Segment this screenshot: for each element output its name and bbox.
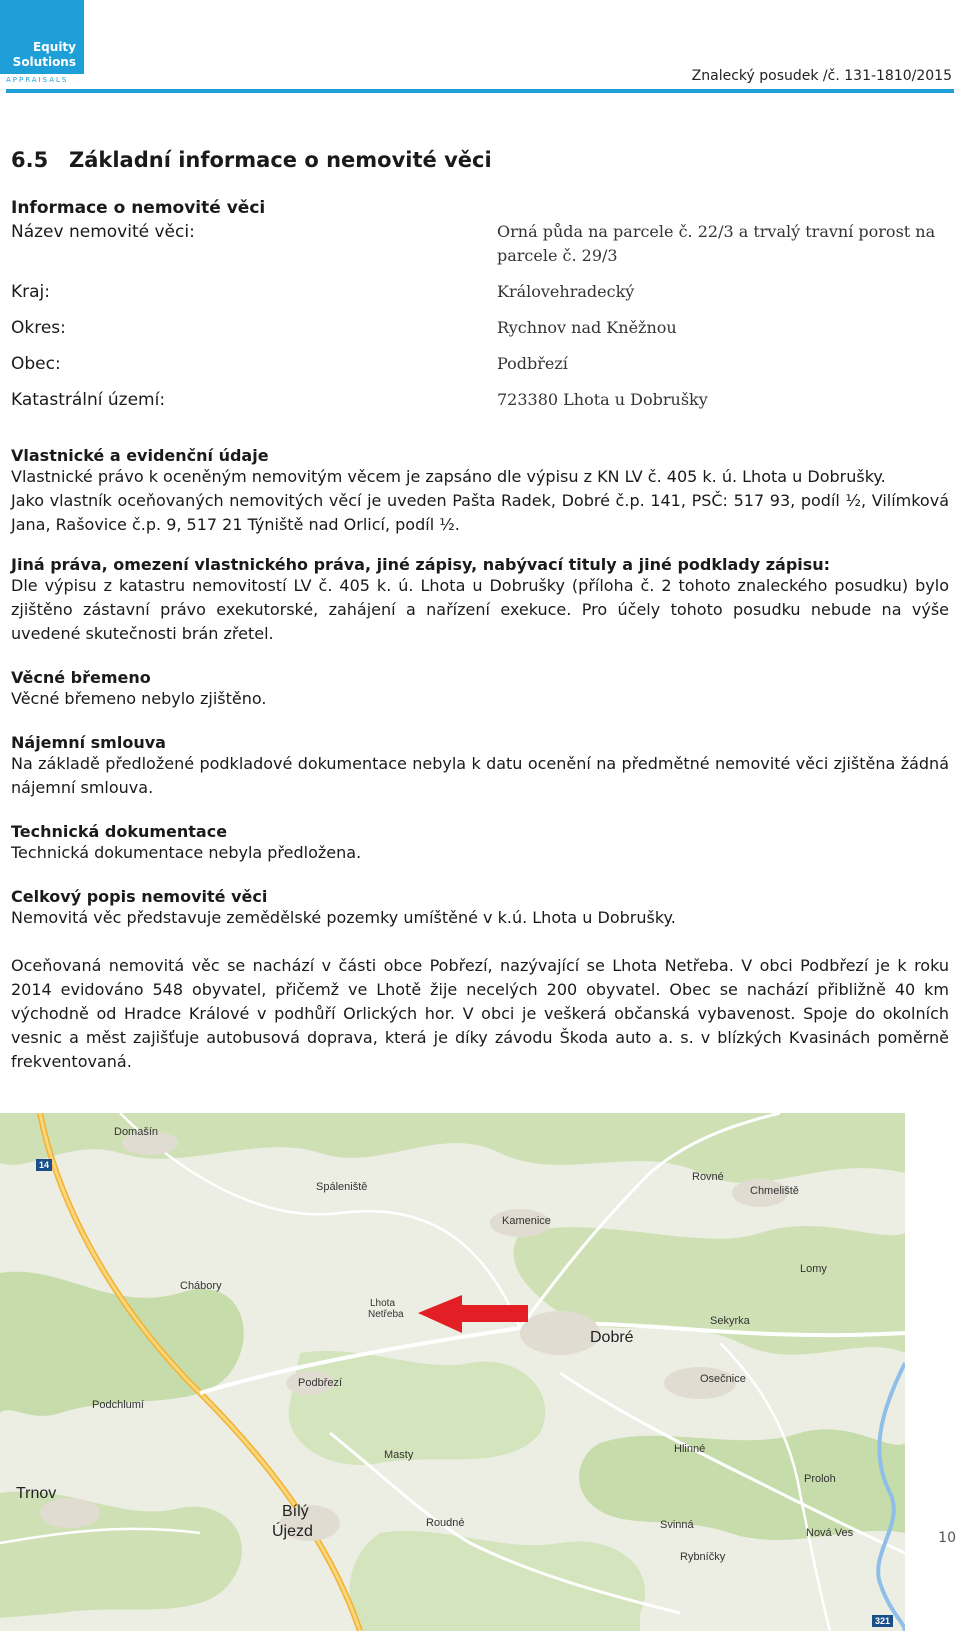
map-place-label: Dobré [590, 1329, 634, 1346]
info-row-kraj [11, 280, 949, 316]
map-place-label: Podbřezí [298, 1377, 343, 1389]
info-label: Okres: [11, 318, 66, 338]
info-table [11, 220, 949, 412]
location-map [0, 1113, 905, 1631]
info-value: Královehradecký [497, 282, 635, 301]
map-place-label: Netřeba [368, 1309, 404, 1320]
techdoc-text: Technická dokumentace nebyla předložena. [11, 843, 362, 862]
info-value: Orná půda na parcele č. 22/3 a trvalý travní porost na parcele č. 29/3 [497, 222, 936, 265]
info-value: 723380 Lhota u Dobrušky [497, 390, 708, 409]
techdoc-heading: Technická dokumentace [11, 822, 228, 841]
overall-text-1: Nemovitá věc představuje zemědělské pozemky umíštěné v k.ú. Lhota u Dobrušky. [11, 908, 676, 927]
overall-text-2: Oceňovaná nemovitá věc se nachází v části obce Pobřezí, nazývající se Lhota Netřeba. V obci Podbřezí je k roku 2014 evidováno 548 obyvatel, přičemž ve Lhotě žije necelých 200 obyvatel. Obec se nachází přibližně 40 km východně od Hradce Králové v podhůří Orlických hor. V obci je veškerá občanská vybavenost. Spoje do okolních vesnic a měst zajišťuje autobusová doprava, která je díky závodu Škoda auto a. s. v blízkých Kvasinách poměrně frekventovaná. [11, 956, 949, 1071]
lease-text: Na základě předložené podkladové dokumentace nebyla k datu ocenění na předmětné nemovité věci zjištěna žádná nájemní smlouva. [11, 754, 949, 797]
info-heading: Informace o nemovité věci [11, 198, 266, 218]
map-place-label: Újezd [272, 1523, 313, 1540]
map-place-label: Chmeliště [750, 1185, 799, 1197]
map-place-label: Podchlumí [92, 1399, 144, 1411]
overall-heading: Celkový popis nemovité věci [11, 887, 268, 906]
page-content [11, 148, 949, 1074]
road-number-badge: 321 [872, 1615, 893, 1627]
company-logo [0, 0, 84, 88]
info-label: Název nemovité věci: [11, 222, 195, 242]
ownership-heading: Vlastnické a evidenční údaje [11, 446, 269, 465]
location-arrow-icon [418, 1295, 528, 1333]
map-place-label: Proloh [804, 1473, 836, 1485]
info-row-name [11, 220, 949, 280]
section-number: 6.5 [11, 148, 49, 172]
ownership-text-2: Jako vlastník oceňovaných nemovitých věcí je uveden Pašta Radek, Dobré č.p. 141, PSČ: 517 93, podíl ½, Vilímková Jana, Rašovice č.p. 9, 517 21 Týniště nad Orlicí, podíl ½. [11, 491, 949, 534]
rights-text: Dle výpisu z katastru nemovitostí LV č. 405 k. ú. Lhota u Dobrušky (příloha č. 2 tohoto znaleckého posudku) bylo zjištěno zástavní právo exekutorské, zahájení a nařízení exekuce. Pro účely tohoto posudku nebude na výše uvedené skutečnosti brán zřetel. [11, 576, 949, 643]
logo-subtitle: APPRAISALS [6, 76, 69, 84]
map-place-label: Bílý [282, 1503, 309, 1520]
road-number-badge: 14 [36, 1159, 52, 1171]
map-place-label: Lhota [370, 1298, 396, 1309]
easement-heading: Věcné břemeno [11, 668, 151, 687]
header-rule [6, 89, 954, 93]
map-place-label: Svinná [660, 1519, 694, 1531]
map-place-label: Hlinné [674, 1443, 706, 1455]
logo-text [13, 40, 76, 70]
map-place-label: Masty [384, 1449, 414, 1461]
ownership-text-1: Vlastnické právo k oceněným nemovitým věcem je zapsáno dle výpisu z KN LV č. 405 k. ú. Lhota u Dobrušky. [11, 467, 886, 486]
map-place-label: Chábory [180, 1280, 222, 1292]
rights-heading: Jiná práva, omezení vlastnického práva, jiné zápisy, nabývací tituly a jiné podklady zápisu: [11, 555, 831, 574]
map-place-label: Roudné [426, 1517, 465, 1529]
report-id: Znalecký posudek /č. 131-1810/2015 [691, 68, 952, 84]
map-place-label: Rybníčky [680, 1551, 726, 1563]
map-place-label: Nová Ves [806, 1527, 854, 1539]
map-place-label: Domašín [114, 1126, 159, 1138]
info-label: Kraj: [11, 282, 51, 302]
page-number: 10 [938, 1530, 956, 1546]
map-place-label: Osečnice [700, 1373, 746, 1385]
info-row-obec [11, 352, 949, 388]
info-value: Rychnov nad Kněžnou [497, 318, 677, 337]
map-place-label: Trnov [16, 1485, 57, 1502]
section-heading [11, 148, 949, 178]
section-title: Základní informace o nemovité věci [69, 148, 492, 172]
info-label: Obec: [11, 354, 61, 374]
map-place-label: Kamenice [502, 1215, 551, 1227]
map-place-label: Lomy [800, 1263, 827, 1275]
info-value: Podbřezí [497, 354, 568, 373]
easement-text: Věcné břemeno nebylo zjištěno. [11, 689, 267, 708]
info-row-katastr [11, 388, 949, 412]
info-row-okres [11, 316, 949, 352]
map-place-label: Spáleniště [316, 1181, 368, 1193]
map-place-label: Rovné [692, 1171, 724, 1183]
info-label: Katastrální území: [11, 390, 166, 410]
logo-line1: Equity [32, 40, 76, 54]
map-place-label: Sekyrka [710, 1315, 750, 1327]
logo-line2: Solutions [12, 55, 76, 69]
lease-heading: Nájemní smlouva [11, 733, 166, 752]
